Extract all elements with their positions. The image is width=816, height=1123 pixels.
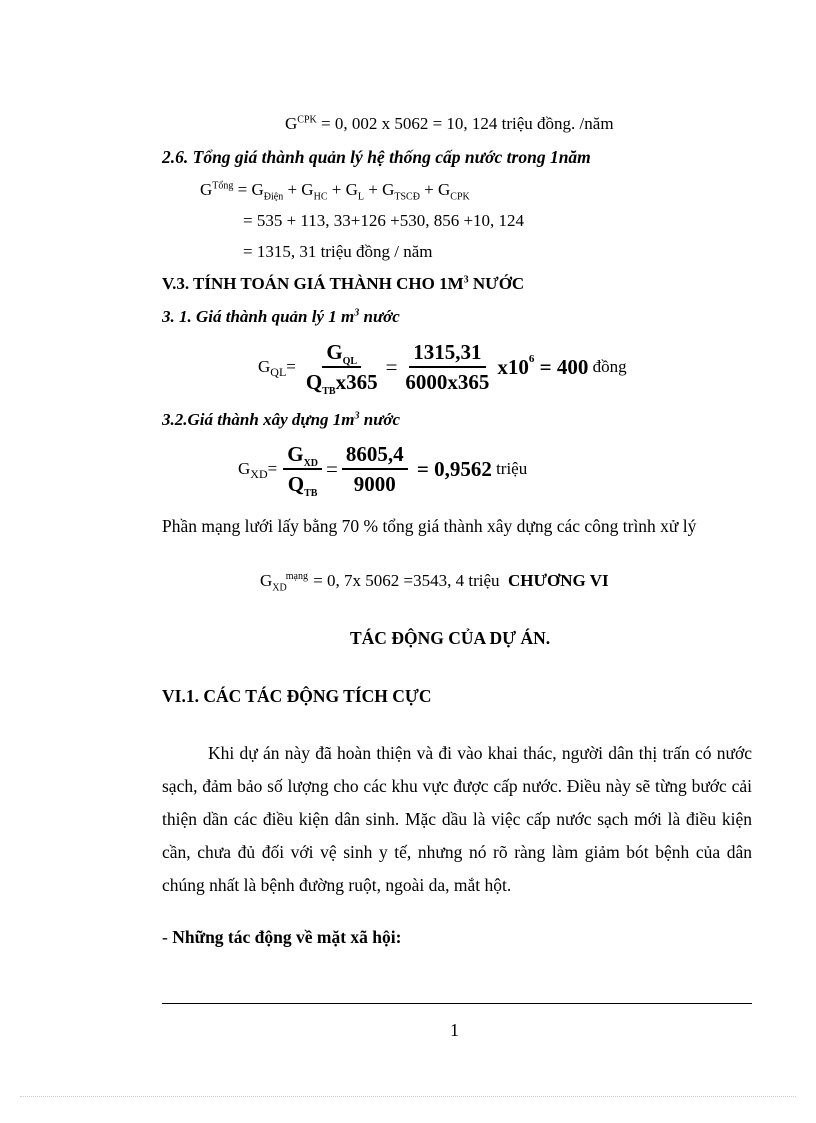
formula-text: = 0, 7x 5062 =3543, 4 triệu: [308, 571, 509, 590]
equals-sign: =: [534, 354, 557, 379]
unit: triệu: [491, 459, 528, 478]
social-impacts-line: [162, 927, 401, 948]
heading-text: NƯỚC: [468, 274, 525, 293]
denominator: $Q_{TB}x365$: [305, 370, 378, 398]
heading-2-6: 2.6. Tổng giá thành quản lý hệ thống cấp nước trong 1năm: [162, 147, 591, 167]
subscript: CPK: [450, 191, 470, 203]
fraction-values: [401, 340, 493, 394]
superscript: mạng: [285, 571, 308, 583]
superscript: 3: [354, 307, 360, 319]
subscript: XD: [250, 467, 268, 481]
heading-text: 3.2.Giá thành xây dựng 1m: [162, 410, 355, 429]
formula-text: = 0, 002 x 5062 = 10, 124 triệu đồng. /năm: [316, 114, 614, 133]
sum-line: = 535 + 113, 33+126 +530, 856 +10, 124: [243, 211, 525, 230]
mang-line: Phần mạng lưới lấy bằng 70 % tổng giá thành xây dựng các công trình xử lý: [162, 516, 697, 536]
numerator: 8605,4: [342, 442, 408, 470]
symbol: G: [238, 459, 251, 478]
gxd-formula: [238, 442, 528, 500]
denominator: 6000x365: [405, 370, 490, 394]
heading-3-1: [162, 307, 400, 327]
social-impacts-heading: Những tác động về mặt xã hội:: [172, 927, 402, 947]
symbol: G: [285, 114, 298, 133]
bullet-dash: -: [162, 927, 173, 947]
symbol: G: [200, 180, 213, 199]
total-line: = 1315, 31 triệu đồng / năm: [243, 242, 433, 261]
superscript: CPK: [297, 114, 317, 126]
denominator: $Q_{TB}$: [287, 472, 318, 500]
body-paragraph: [162, 737, 752, 902]
subscript: QL: [270, 365, 287, 379]
equals-sign: =: [326, 456, 338, 481]
formula-text: + G: [283, 180, 314, 199]
numerator: $G_{QL}$: [322, 340, 361, 368]
fraction-gxd-qtb: [283, 442, 322, 500]
subscript: XD: [272, 582, 287, 594]
subscript: TSCĐ: [394, 191, 420, 203]
superscript: 3: [354, 410, 360, 422]
heading-text: V.3. TÍNH TOÁN GIÁ THÀNH CHO 1M: [162, 274, 464, 293]
gtong-formula: [200, 180, 470, 203]
chapter-title: TÁC ĐỘNG CỦA DỰ ÁN.: [350, 628, 551, 648]
equals-sign: =: [385, 354, 398, 379]
gxd-mang-line: [260, 571, 609, 594]
superscript: Tổng: [212, 180, 234, 192]
formula-text: =: [286, 357, 296, 376]
heading-v3: [162, 274, 524, 294]
fraction-gql-qtb: [302, 340, 382, 398]
chapter-label: CHƯƠNG VI: [508, 571, 609, 590]
unit: đồng: [588, 357, 627, 376]
symbol: G: [260, 571, 273, 590]
gcpk-line: [285, 114, 614, 134]
result-value: 0,9562: [434, 456, 492, 481]
formula-text: + G: [363, 180, 395, 199]
heading-text: nước: [359, 410, 401, 429]
page-number: 1: [450, 1020, 459, 1040]
gql-formula: G $_{QL}$ = $\frac{G_{QL}}{Q_{TB}x365}$ = $\frac{1315,31}{6000x365}$ x10 $^6$ = 400 đồng: [258, 340, 627, 398]
fraction-values: [342, 442, 408, 496]
formula-text: + G: [327, 180, 358, 199]
page-bottom-dotted-edge: [20, 1096, 796, 1097]
subscript: HC: [313, 191, 328, 203]
heading-text: nước: [359, 307, 400, 326]
subscript: Điện: [263, 191, 284, 203]
equals-sign: =: [411, 456, 435, 481]
numerator: $G_{XD}$: [283, 442, 322, 470]
superscript: 3: [463, 274, 469, 286]
formula-text: = G: [233, 180, 264, 199]
heading-text: 3. 1. Giá thành quản lý 1 m: [162, 307, 355, 326]
heading-vi1: VI.1. CÁC TÁC ĐỘNG TÍCH CỰC: [162, 686, 432, 706]
formula-text: + G: [419, 180, 451, 199]
numerator: 1315,31: [409, 340, 485, 368]
paragraph-text: Khi dự án này đã hoàn thiện và đi vào khai thác, người dân thị trấn có nước sạch, đảm bảo số lượng cho các khu vực được cấp nước. Điều này sẽ từng bước cải thiện dần các điều kiện dân sinh. Mặc dầu là việc cấp nước sạch mới là điều kiện cần, chưa đủ đối với vệ sinh y tế, nhưng nó rõ ràng làm giảm bót bệnh của dân chúng nhất là bệnh đường ruột, ngoài da, mắt hột.: [162, 743, 752, 895]
multiplier: x10: [497, 354, 529, 379]
footer-divider: [162, 1003, 752, 1004]
denominator: 9000: [353, 472, 396, 496]
heading-3-2: [162, 410, 400, 430]
formula-text: =: [267, 459, 278, 478]
symbol: G: [258, 357, 271, 376]
result-value: 400: [556, 354, 589, 379]
subscript: L: [357, 191, 364, 203]
